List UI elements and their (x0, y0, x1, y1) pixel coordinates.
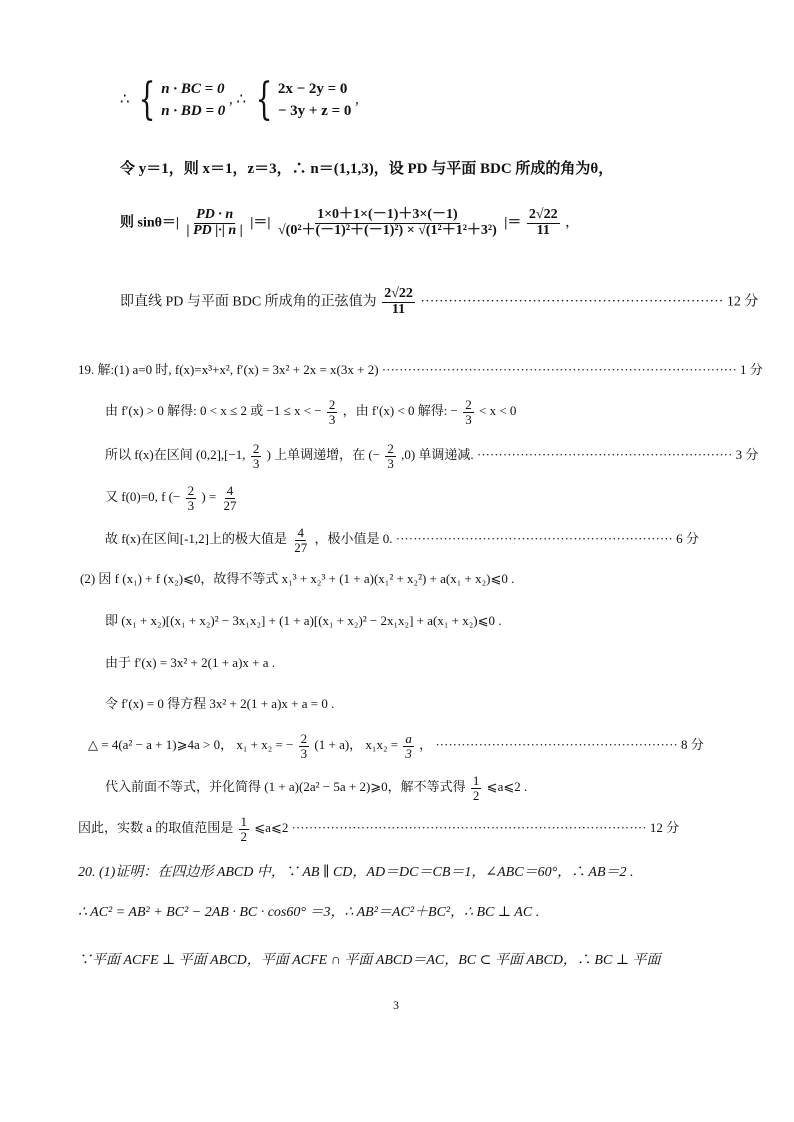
fraction: $\frac{2}{3}$ (387, 441, 394, 471)
therefore-symbol: ∴ (120, 91, 130, 108)
text-line: ∵平面 ACFE ⊥ 平面 ABCD，平面 ACFE ∩ 平面 ABCD＝AC，BC ⊂ 平面 ABCD，∴ BC ⊥ 平面 (78, 953, 661, 968)
page-number: 3 (393, 998, 399, 1012)
text-line: 由于 f′(x) = 3x² + 2(1 + a)x + a . (105, 655, 276, 670)
text-line: 所以 f(x)在区间 (0,2],[−1, $\frac{2}{3}$ ) 上单调递增，在 (− $\frac{2}{3}$ ,0) 单调递减. ··························································· 3 分 (105, 441, 759, 471)
fraction: $\frac{1}{2}$ (472, 773, 480, 803)
text-line: 代入前面不等式，并化简得 (1 + a)(2a² − 5a + 2)⩾0，解不等式得 $\frac{1}{2}$ ⩽a⩽2 . (105, 773, 528, 803)
text-line: 令 f′(x) = 0 得方程 3x² + 2(1 + a)x + a = 0 . (105, 696, 335, 711)
fraction: $\frac{4}{27}$ (294, 525, 308, 555)
problem-20-header: 20. (1)证明：在四边形 ABCD 中，∵ AB ∥ CD，AD＝DC＝CB＝1，∠ABC＝60°，∴ AB＝2 . (78, 865, 634, 880)
fraction: $\frac{2}{3}$ (187, 483, 195, 513)
sin-theta-formula: 则 sinθ＝| $\frac{PD \cdot n}{| PD |\cdot| n |}$ |＝| $\frac{1\times 0+1\times(-1)+3\times(-1)}{\text{√(0²＋(－1)²＋(－1)²) × √(1²＋1²＋3²)}}$ |＝ $\frac{2√22}{11}$ ， (120, 207, 580, 238)
equation-system-line: ∴ { n · BC = 0 n · BD = 0 , ∴ { 2x − 2y = 0 − 3y + z = 0 , (120, 74, 359, 125)
fraction: $\frac{2√22}{11}$ (528, 207, 558, 238)
text-line: 故 f(x)在区间[-1,2]上的极大值是 $\frac{4}{27}$ ，极小值是 0. ································································ 6 分 (105, 525, 699, 555)
fraction: $\frac{2}{3}$ (328, 397, 336, 427)
fraction: $\frac{2}{3}$ (465, 397, 472, 427)
fraction: $\frac{1\times 0+1\times(-1)+3\times(-1)}{\text{√(0²＋(－1)²＋(－1)²) × √(1²＋1²＋3²)}}$ (277, 207, 497, 238)
fraction: $\frac{2√22}{11}$ (384, 286, 413, 317)
text-line: △ = 4(a² − a + 1)⩾4a > 0， x₁ + x₂ = − $\frac{2}{3}$ (1 + a)， x₁x₂ = $\frac{a}{3}$ ， ························································ 8 分 (88, 731, 704, 761)
problem-19-header: 19. 解:(1) a=0 时, f(x)=x³+x², f′(x) = 3x² + 2x = x(3x + 2) ·················································································· 1 分 (78, 362, 763, 377)
system-eq-4: − 3y + z = 0 (277, 103, 352, 119)
vector-equation-system: { n · BC = 0 n · BD = 0 (138, 74, 226, 125)
score-label: 3 分 (735, 447, 759, 463)
result-line: 即直线 PD 与平面 BDC 所成角的正弦值为 $\frac{2√22}{11}$ ································································· 12 分 (120, 286, 759, 317)
fraction: $\frac{2}{3}$ (300, 731, 308, 761)
linear-equation-system: { 2x − 2y = 0 − 3y + z = 0 (255, 74, 352, 125)
fraction: $\frac{PD \cdot n}{| PD |\cdot| n |}$ (186, 207, 243, 238)
system-eq-1: n · BC = 0 (161, 81, 225, 97)
text-line: 令 y＝1，则 x＝1，z＝3，∴ n＝(1,1,3)，设 PD 与平面 BDC 所成的角为θ， (120, 161, 614, 177)
text-line: ∴ AC² = AB² + BC² − 2AB · BC · cos60° ＝3，∴ AB²＝AC²＋BC²，∴ BC ⊥ AC . (78, 905, 540, 920)
text-line: 由 f′(x) > 0 解得: 0 < x ≤ 2 或 −1 ≤ x < − $\frac{2}{3}$ ，由 f′(x) < 0 解得: − $\frac{2}{3}$ < x < 0 (105, 397, 517, 427)
system-eq-3: 2x − 2y = 0 (277, 81, 348, 97)
text-line: 又 f(0)=0, f (− $\frac{2}{3}$ ) = $\frac{4}{27}$ (105, 483, 237, 513)
score-label: 12 分 (726, 294, 759, 310)
fraction: $\frac{1}{2}$ (240, 814, 248, 844)
score-label: 8 分 (681, 737, 704, 753)
text-line: 即 (x₁ + x₂)[(x₁ + x₂)² − 3x₁x₂] + (1 + a)[(x₁ + x₂)² − 2x₁x₂] + a(x₁ + x₂)⩽0 . (105, 613, 502, 628)
score-label: 12 分 (649, 820, 680, 836)
fraction: $\frac{4}{27}$ (223, 483, 237, 513)
score-label: 6 分 (676, 531, 699, 547)
text-line: (2) 因 f (x₁) + f (x₂)⩽0，故得不等式 x₁³ + x₂³ + (1 + a)(x₁² + x₂²) + a(x₁ + x₂)⩽0 . (80, 571, 515, 586)
text-line: 因此，实数 a 的取值范围是 $\frac{1}{2}$ ⩽a⩽2 ·················································································· 12 分 (78, 814, 680, 844)
fraction: $\frac{a}{3}$ (405, 731, 412, 761)
fraction: $\frac{2}{3}$ (252, 441, 260, 471)
score-label: 1 分 (740, 362, 763, 377)
system-eq-2: n · BD = 0 (161, 103, 226, 119)
